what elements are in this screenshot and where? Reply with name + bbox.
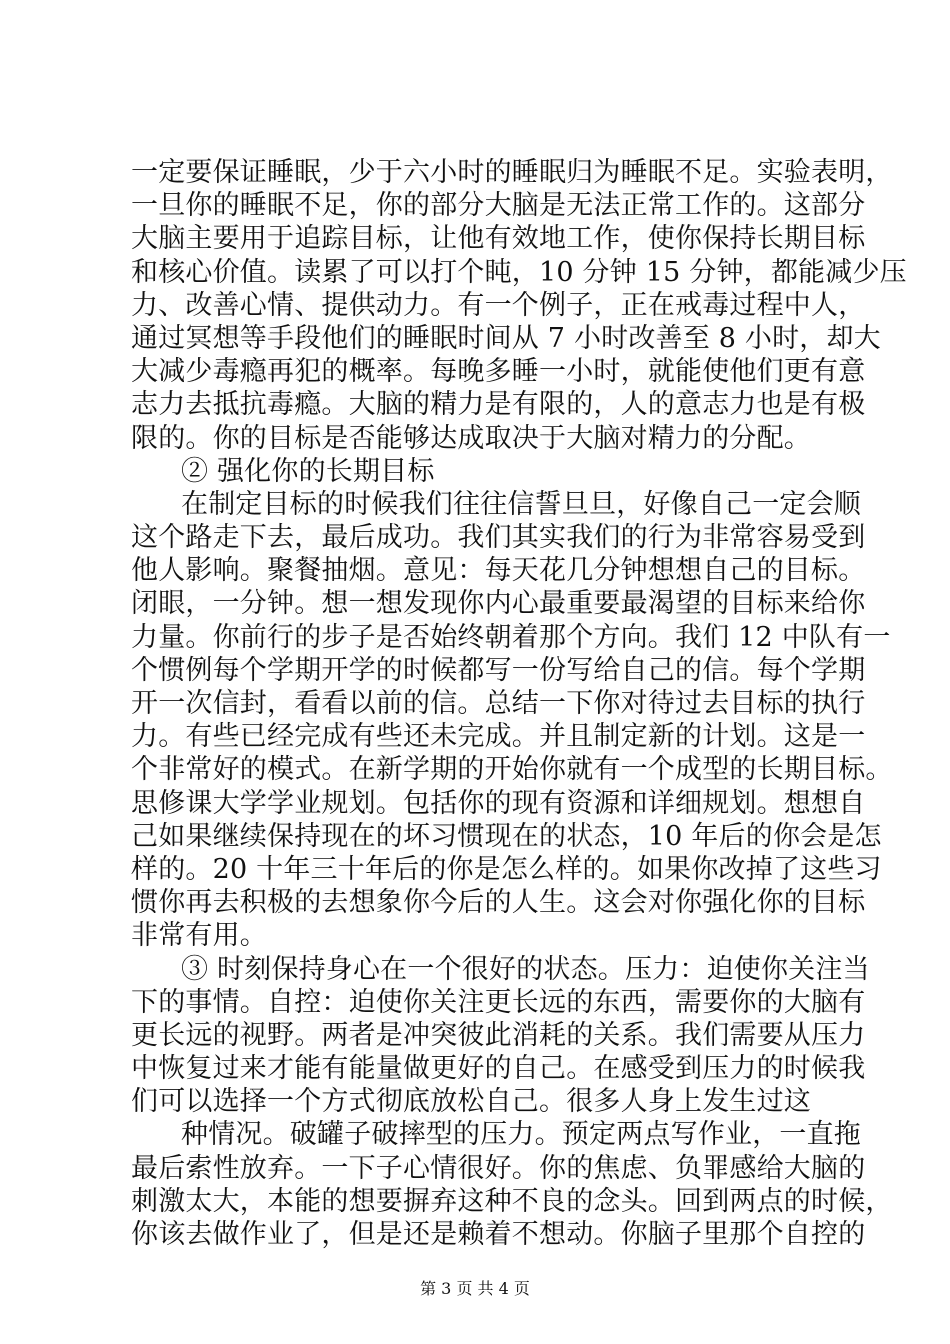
- page-footer: [0, 1279, 950, 1299]
- text-line: 力量。你前行的步子是否始终朝着那个方向。我们 12 中队有一: [131, 621, 891, 653]
- text-line: 和核心价值。读累了可以打个盹，10 分钟 15 分钟，都能减少压: [131, 256, 907, 288]
- text-line: 志力去抵抗毒瘾。大脑的精力是有限的，人的意志力也是有极: [131, 389, 866, 421]
- text-line: 中恢复过来才能有能量做更好的自己。在感受到压力的时候我: [131, 1053, 866, 1085]
- text-line: ② 强化你的长期目标: [181, 455, 435, 487]
- text-line: 通过冥想等手段他们的睡眠时间从 7 小时改善至 8 小时，却大: [131, 322, 881, 354]
- text-line: 思修课大学学业规划。包括你的现有资源和详细规划。想想自: [131, 787, 866, 819]
- text-line: 这个路走下去，最后成功。我们其实我们的行为非常容易受到: [131, 522, 866, 554]
- text-line: 己如果继续保持现在的坏习惯现在的状态，10 年后的你会是怎: [131, 820, 882, 852]
- text-line: 一定要保证睡眠，少于六小时的睡眠归为睡眠不足。实验表明，: [131, 157, 893, 188]
- text-line: 们可以选择一个方式彻底放松自己。很多人身上发生过这: [131, 1086, 811, 1118]
- text-line: 大脑主要用于追踪目标，让他有效地工作，使你保持长期目标: [131, 223, 866, 255]
- text-line: 力。有些已经完成有些还未完成。并且制定新的计划。这是一: [131, 721, 866, 753]
- text-line: 个惯例每个学期开学的时候都写一份写给自己的信。每个学期: [131, 654, 866, 686]
- text-line: 开一次信封，看看以前的信。总结一下你对待过去目标的执行: [131, 688, 866, 719]
- text-line: 限的。你的目标是否能够达成取决于大脑对精力的分配。: [131, 422, 811, 454]
- text-line: 下的事情。自控：迫使你关注更长远的东西，需要你的大脑有: [131, 986, 866, 1018]
- text-line: 个非常好的模式。在新学期的开始你就有一个成型的长期目标。: [131, 754, 893, 786]
- document-body: [131, 156, 907, 1251]
- text-line: 你该去做作业了，但是还是赖着不想动。你脑子里那个自控的: [131, 1219, 866, 1250]
- text-line: 更长远的视野。两者是冲突彼此消耗的关系。我们需要从压力: [131, 1019, 866, 1051]
- text-line: 非常有用。: [131, 920, 267, 952]
- text-line: 最后索性放弃。一下子心情很好。你的焦虑、负罪感给大脑的: [131, 1152, 866, 1184]
- text-line: 样的。20 十年三十年后的你是怎么样的。如果你改掉了这些习: [131, 853, 882, 885]
- text-line: 刺激太大，本能的想要摒弃这种不良的念头。回到两点的时候，: [131, 1185, 893, 1217]
- page-number-label: 第 3 页 共 4 页: [420, 1279, 530, 1298]
- text-line: 他人影响。聚餐抽烟。意见：每天花几分钟想想自己的目标。: [131, 555, 866, 587]
- text-line: 力、改善心情、提供动力。有一个例子，正在戒毒过程中人，: [131, 289, 866, 321]
- text-line: 一旦你的睡眠不足，你的部分大脑是无法正常工作的。这部分: [131, 190, 866, 222]
- text-line: 闭眼，一分钟。想一想发现你内心最重要最渴望的目标来给你: [131, 588, 866, 620]
- text-line: 惯你再去积极的去想象你今后的人生。这会对你强化你的目标: [131, 887, 866, 919]
- text-line: ③ 时刻保持身心在一个很好的状态。压力：迫使你关注当: [181, 953, 870, 985]
- text-line: 大减少毒瘾再犯的概率。每晚多睡一小时，就能使他们更有意: [131, 356, 866, 388]
- text-line: 在制定目标的时候我们往往信誓旦旦，好像自己一定会顺: [181, 488, 861, 520]
- text-line: 种情况。破罐子破摔型的压力。预定两点写作业，一直拖: [181, 1119, 861, 1151]
